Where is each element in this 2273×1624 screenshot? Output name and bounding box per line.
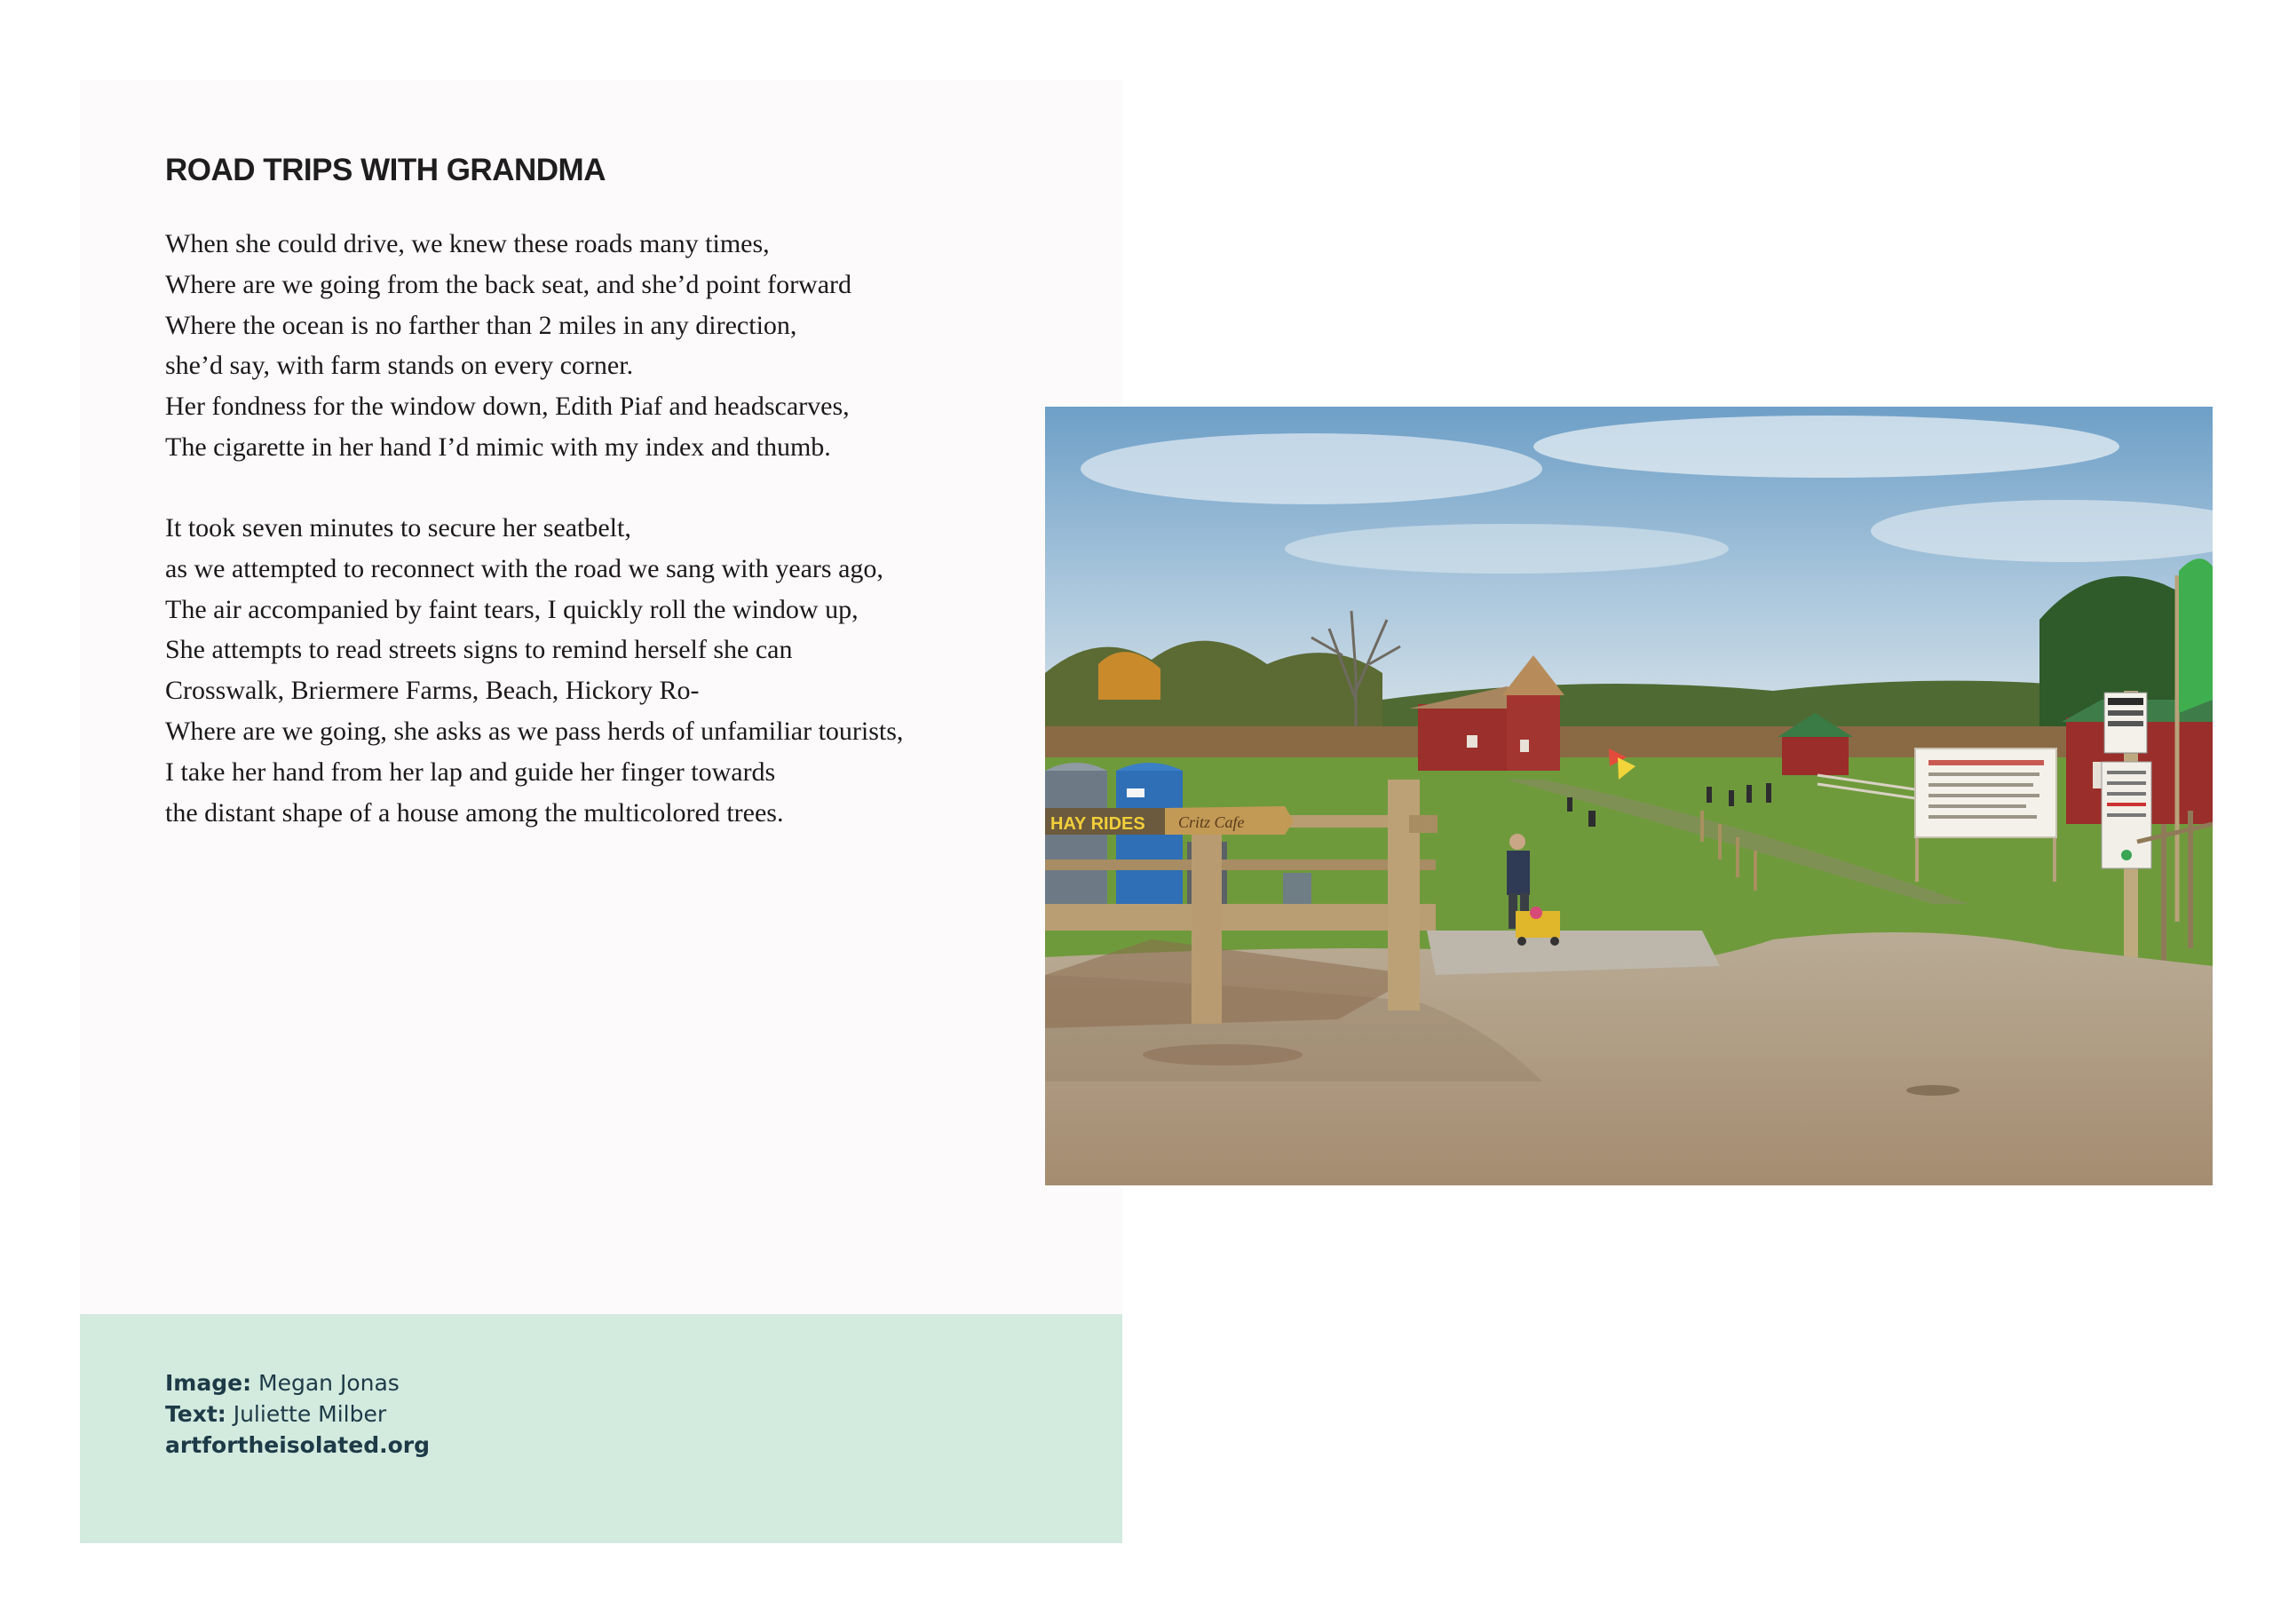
credit-text <box>165 1398 430 1430</box>
poem-line: Her fondness for the window down, Edith Piaf and headscarves, <box>165 392 850 422</box>
poem-line: When she could drive, we knew these roads many times, <box>165 229 770 258</box>
farm-photo <box>1045 407 2213 1185</box>
poem-line: It took seven minutes to secure her seatbelt, <box>165 513 631 543</box>
hayrides-sign <box>1045 806 1294 835</box>
poem-title: ROAD TRIPS WITH GRANDMA <box>165 153 606 187</box>
poem-line: the distant shape of a house among the multicolored trees. <box>165 797 784 828</box>
credit-image-label: Image: <box>165 1370 252 1396</box>
poem-stanza-2 <box>165 508 903 833</box>
credits-block <box>165 1367 430 1461</box>
poem-line: The air accompanied by faint tears, I quickly roll the window up, <box>165 594 859 624</box>
poem-line: Where are we going, she asks as we pass herds of unfamiliar tourists, <box>165 716 904 746</box>
credit-text-label: Text: <box>165 1401 226 1427</box>
hayrides-text: HAY RIDES <box>1050 814 1145 834</box>
cafe-text: Critz Cafe <box>1178 813 1245 831</box>
poem-line: She attempts to read streets signs to remind herself she can <box>165 635 793 665</box>
green-flag <box>2179 558 2213 713</box>
poem-line: Where the ocean is no farther than 2 miles in any direction, <box>165 310 797 340</box>
credit-image-name: Megan Jonas <box>258 1370 400 1396</box>
credit-text-name: Juliette Milber <box>233 1401 387 1427</box>
poem-line: Where are we going from the back seat, and she’d point forward <box>165 269 852 299</box>
poem-line: Crosswalk, Briermere Farms, Beach, Hickory Ro- <box>165 676 700 706</box>
credit-website[interactable] <box>165 1430 430 1461</box>
poem-stanza-1 <box>165 224 851 468</box>
poem-line: I take her hand from her lap and guide her finger towards <box>165 757 776 787</box>
website-link[interactable]: artfortheisolated.org <box>165 1432 430 1458</box>
poem-line: as we attempted to reconnect with the road we sang with years ago, <box>165 553 883 583</box>
poem-line: The cigarette in her hand I’d mimic with my index and thumb. <box>165 432 831 462</box>
poem-line: she’d say, with farm stands on every corner. <box>165 351 634 381</box>
credit-image <box>165 1367 430 1398</box>
